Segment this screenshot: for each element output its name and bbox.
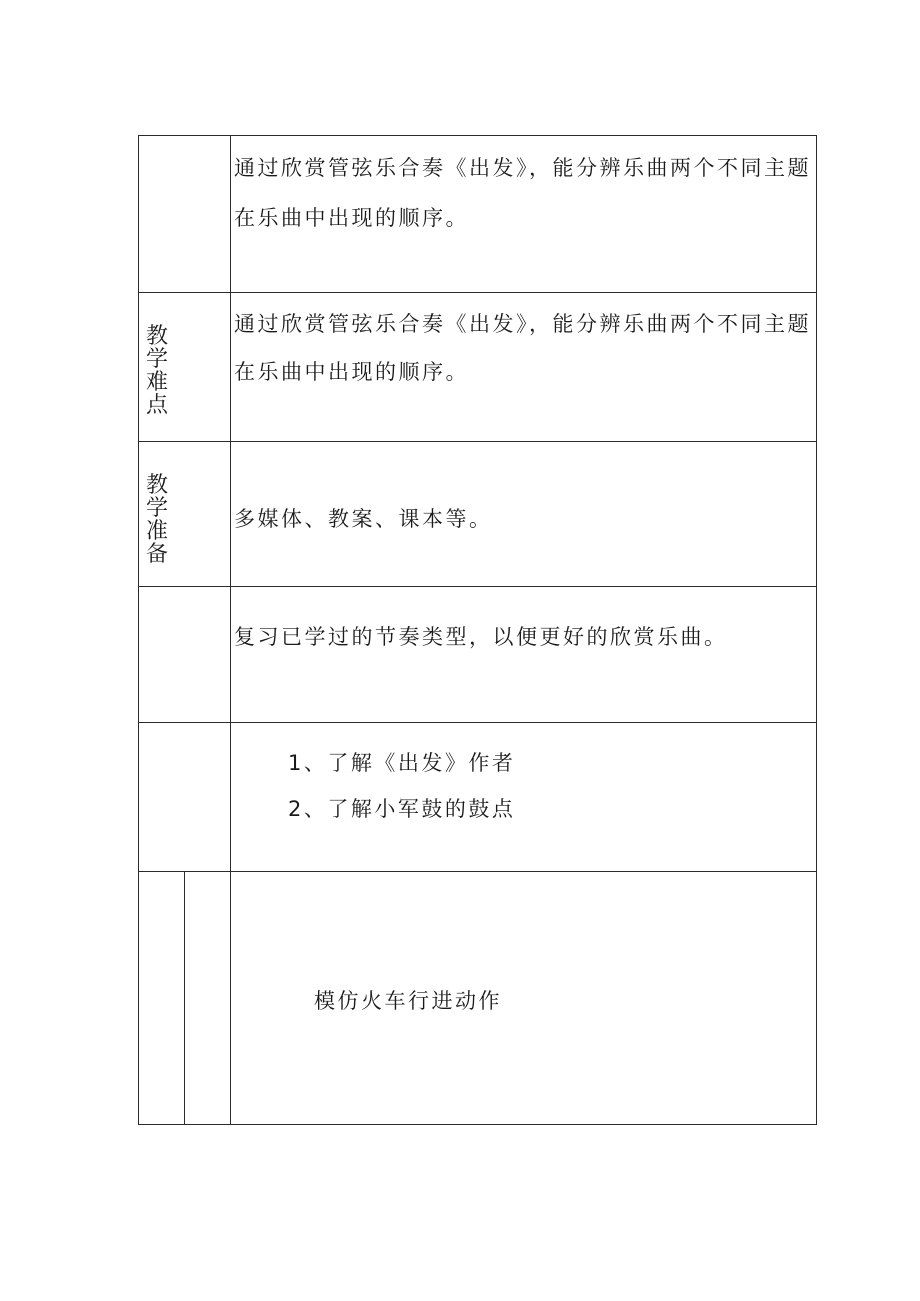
- table-row-preparation: [139, 442, 816, 587]
- table-row-difficulty: [139, 293, 816, 442]
- table-row-objective: [139, 136, 816, 293]
- row-label-cell: [139, 587, 231, 722]
- row-label-cell: [139, 872, 231, 1124]
- lesson-plan-table: [138, 135, 817, 1125]
- content-line: 复习已学过的节奏类型，以便更好的欣赏乐曲。: [234, 625, 728, 649]
- content-line: 通过欣赏管弦乐合奏《出发》，能分辨乐曲两个不同主题: [234, 312, 811, 336]
- table-row-review: [139, 587, 816, 723]
- row-content-cell: [231, 872, 816, 1124]
- row-content-cell: [231, 723, 816, 871]
- row-label-difficulty: 教学难点: [145, 324, 168, 418]
- row-label-cell: [139, 293, 231, 441]
- row-content-cell: [231, 136, 816, 292]
- row-label-preparation: 教学准备: [145, 473, 168, 567]
- row-label-cell: [139, 136, 231, 292]
- cell-divider: [184, 872, 185, 1124]
- row-content-cell: [231, 293, 816, 441]
- row-content-cell: [231, 442, 816, 586]
- content-line: 在乐曲中出现的顺序。: [234, 206, 469, 230]
- list-item: 1、了解《出发》作者: [288, 751, 516, 775]
- list-item: 2、了解小军鼓的鼓点: [288, 797, 516, 821]
- content-line: 模仿火车行进动作: [314, 989, 502, 1013]
- content-line: 在乐曲中出现的顺序。: [234, 360, 469, 384]
- row-content-cell: [231, 587, 816, 722]
- row-label-cell: [139, 442, 231, 586]
- content-line: 通过欣赏管弦乐合奏《出发》，能分辨乐曲两个不同主题: [234, 156, 811, 180]
- table-row-tasks: [139, 723, 816, 872]
- content-line: 多媒体、教案、课本等。: [234, 507, 493, 531]
- table-row-activity: [139, 872, 816, 1124]
- row-label-cell: [139, 723, 231, 871]
